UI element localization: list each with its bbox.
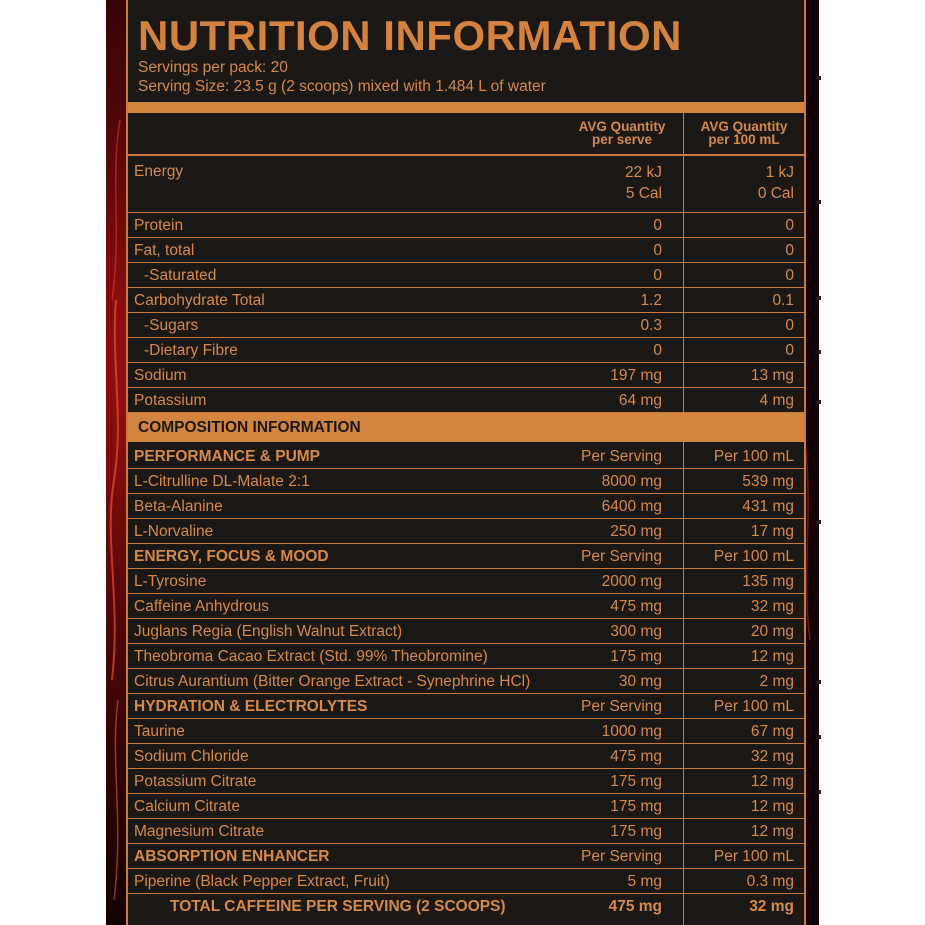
total-caffeine-per-serving: 475 mg (608, 898, 662, 915)
ingredient-per-serving: Per Serving (581, 848, 662, 865)
composition-title: COMPOSITION INFORMATION (138, 419, 361, 436)
composition-row (128, 594, 804, 619)
ingredient-per-100: 0.3 mg (746, 873, 794, 890)
composition-row (128, 819, 804, 844)
nutrient-name: Fat, total (134, 242, 195, 259)
edge-marks (817, 0, 825, 925)
ingredient-name: L-Tyrosine (134, 573, 207, 590)
energy-per-serve (625, 162, 662, 204)
nutrient-row (128, 238, 804, 263)
col-divider-nutrients (683, 212, 684, 413)
composition-row (128, 469, 804, 494)
ingredient-per-100: 17 mg (750, 523, 794, 540)
ingredient-name: Beta-Alanine (134, 498, 223, 515)
nutrient-row (128, 263, 804, 288)
ingredient-name: Caffeine Anhydrous (134, 598, 270, 615)
ingredient-name: ABSORPTION ENHANCER (134, 848, 330, 865)
energy-row (128, 156, 804, 206)
col-header-per-100 (684, 120, 804, 146)
nutrient-row (128, 388, 804, 413)
ingredient-per-100: 12 mg (750, 648, 794, 665)
nutrient-row (128, 213, 804, 238)
energy-kj-per-serve: 22 kJ (624, 164, 662, 181)
composition-row (128, 719, 804, 744)
nutrient-per-100: 4 mg (759, 392, 794, 409)
nutrient-name: Protein (134, 217, 184, 234)
nutrient-name: -Sugars (144, 317, 199, 334)
nutrient-per-100: 0 (785, 242, 794, 259)
ingredient-per-100: 32 mg (750, 748, 794, 765)
ingredient-name: Juglans Regia (English Walnut Extract) (134, 623, 403, 640)
composition-section-row (128, 694, 804, 719)
ingredient-per-serving: 1000 mg (601, 723, 662, 740)
nutrient-per-100: 0 (785, 267, 794, 284)
ingredient-per-serving: 6400 mg (601, 498, 662, 515)
servings-per-pack: Servings per pack: 20 (138, 59, 288, 76)
col-header-per-100-line1: AVG Quantity (700, 119, 788, 134)
nutrition-panel (126, 0, 806, 925)
ingredient-per-100: Per 100 mL (713, 698, 794, 715)
col-header-per-serve-line2: per serve (591, 132, 653, 147)
ingredient-per-100: 20 mg (750, 623, 794, 640)
col-header-per-serve-line1: AVG Quantity (578, 119, 666, 134)
ingredient-name: Theobroma Cacao Extract (Std. 99% Theobromine) (134, 648, 488, 665)
ingredient-per-serving: 175 mg (610, 798, 662, 815)
ingredient-per-100: 539 mg (742, 473, 794, 490)
ingredient-per-100: 2 mg (759, 673, 794, 690)
composition-row (128, 644, 804, 669)
ingredient-per-serving: 250 mg (610, 523, 662, 540)
energy-kj-per-100: 1 kJ (765, 164, 794, 181)
energy-cal-per-serve: 5 Cal (625, 185, 662, 202)
nutrient-per-100: 0 (785, 342, 794, 359)
ingredient-per-100: 431 mg (742, 498, 794, 515)
composition-row (128, 494, 804, 519)
composition-row (128, 794, 804, 819)
energy-cal-per-100: 0 Cal (757, 185, 794, 202)
nutrient-per-serve: 1.2 (640, 292, 662, 309)
col-divider-composition (683, 442, 684, 925)
ingredient-name: L-Norvaline (134, 523, 214, 540)
nutrient-per-100: 0.1 (772, 292, 794, 309)
ingredient-per-serving: 175 mg (610, 648, 662, 665)
nutrient-name: Sodium (134, 367, 187, 384)
ingredient-name: HYDRATION & ELECTROLYTES (134, 698, 368, 715)
composition-row (128, 519, 804, 544)
ingredient-name: Calcium Citrate (134, 798, 240, 815)
ingredient-per-100: 12 mg (750, 823, 794, 840)
ingredient-per-100: 12 mg (750, 773, 794, 790)
ingredient-name: PERFORMANCE & PUMP (134, 448, 321, 465)
composition-section-row (128, 444, 804, 469)
composition-row (128, 569, 804, 594)
energy-label: Energy (134, 163, 184, 180)
ingredient-per-100: 32 mg (750, 598, 794, 615)
ingredient-name: Magnesium Citrate (134, 823, 265, 840)
ingredient-per-serving: 5 mg (627, 873, 662, 890)
ingredient-name: Citrus Aurantium (Bitter Orange Extract - Synephrine HCl) (134, 673, 531, 690)
ingredient-name: Potassium Citrate (134, 773, 257, 790)
nutrient-per-serve: 197 mg (610, 367, 662, 384)
page-title: NUTRITION INFORMATION (138, 12, 682, 59)
nutrient-name: -Dietary Fibre (144, 342, 238, 359)
ingredient-per-serving: 475 mg (610, 598, 662, 615)
ingredient-name: Sodium Chloride (134, 748, 249, 765)
composition-row (128, 869, 804, 894)
col-divider-top-right (683, 113, 684, 212)
nutrient-per-serve: 0 (653, 342, 662, 359)
ingredient-name: Piperine (Black Pepper Extract, Fruit) (134, 873, 390, 890)
total-caffeine-row (128, 894, 804, 919)
nutrient-per-serve: 0 (653, 267, 662, 284)
nutrient-per-serve: 0 (653, 242, 662, 259)
nutrient-name: Carbohydrate Total (134, 292, 265, 309)
nutrient-row (128, 288, 804, 313)
nutrient-per-100: 0 (785, 317, 794, 334)
nutrient-per-100: 13 mg (750, 367, 794, 384)
ingredient-per-100: Per 100 mL (713, 848, 794, 865)
composition-row (128, 769, 804, 794)
total-caffeine-per-100: 32 mg (749, 898, 794, 915)
energy-per-100 (758, 162, 794, 204)
nutrient-name: Potassium (134, 392, 207, 409)
composition-section-row (128, 544, 804, 569)
ingredient-per-serving: Per Serving (581, 698, 662, 715)
nutrient-row (128, 313, 804, 338)
nutrient-per-serve: 64 mg (618, 392, 662, 409)
ingredient-per-serving: 175 mg (610, 823, 662, 840)
serving-size: Serving Size: 23.5 g (2 scoops) mixed with 1.484 L of water (138, 78, 546, 95)
ingredient-per-100: Per 100 mL (713, 448, 794, 465)
composition-row (128, 744, 804, 769)
ingredient-per-100: 67 mg (750, 723, 794, 740)
ingredient-per-serving: 8000 mg (601, 473, 662, 490)
col-header-per-100-line2: per 100 mL (708, 132, 780, 147)
nutrient-per-serve: 0 (653, 217, 662, 234)
nutrient-per-100: 0 (785, 217, 794, 234)
ingredient-name: Taurine (134, 723, 185, 740)
ingredient-name: ENERGY, FOCUS & MOOD (134, 548, 329, 565)
composition-header (128, 413, 804, 442)
nutrient-row (128, 338, 804, 363)
ingredient-per-serving: 300 mg (610, 623, 662, 640)
ingredient-per-serving: Per Serving (581, 448, 662, 465)
ingredient-per-100: 135 mg (742, 573, 794, 590)
composition-section-row (128, 844, 804, 869)
total-caffeine-label: TOTAL CAFFEINE PER SERVING (2 SCOOPS) (170, 898, 506, 915)
ingredient-name: L-Citrulline DL-Malate 2:1 (134, 473, 310, 490)
ingredient-per-100: Per 100 mL (713, 548, 794, 565)
nutrient-name: -Saturated (144, 267, 217, 284)
composition-row (128, 669, 804, 694)
ingredient-per-100: 12 mg (750, 798, 794, 815)
nutrient-per-serve: 0.3 (640, 317, 662, 334)
ingredient-per-serving: 175 mg (610, 773, 662, 790)
ingredient-per-serving: 475 mg (610, 748, 662, 765)
col-header-per-serve (562, 120, 682, 146)
ingredient-per-serving: 2000 mg (601, 573, 662, 590)
ingredient-per-serving: 30 mg (618, 673, 662, 690)
header-band (128, 102, 804, 113)
nutrient-row (128, 363, 804, 388)
composition-row (128, 619, 804, 644)
ingredient-per-serving: Per Serving (581, 548, 662, 565)
